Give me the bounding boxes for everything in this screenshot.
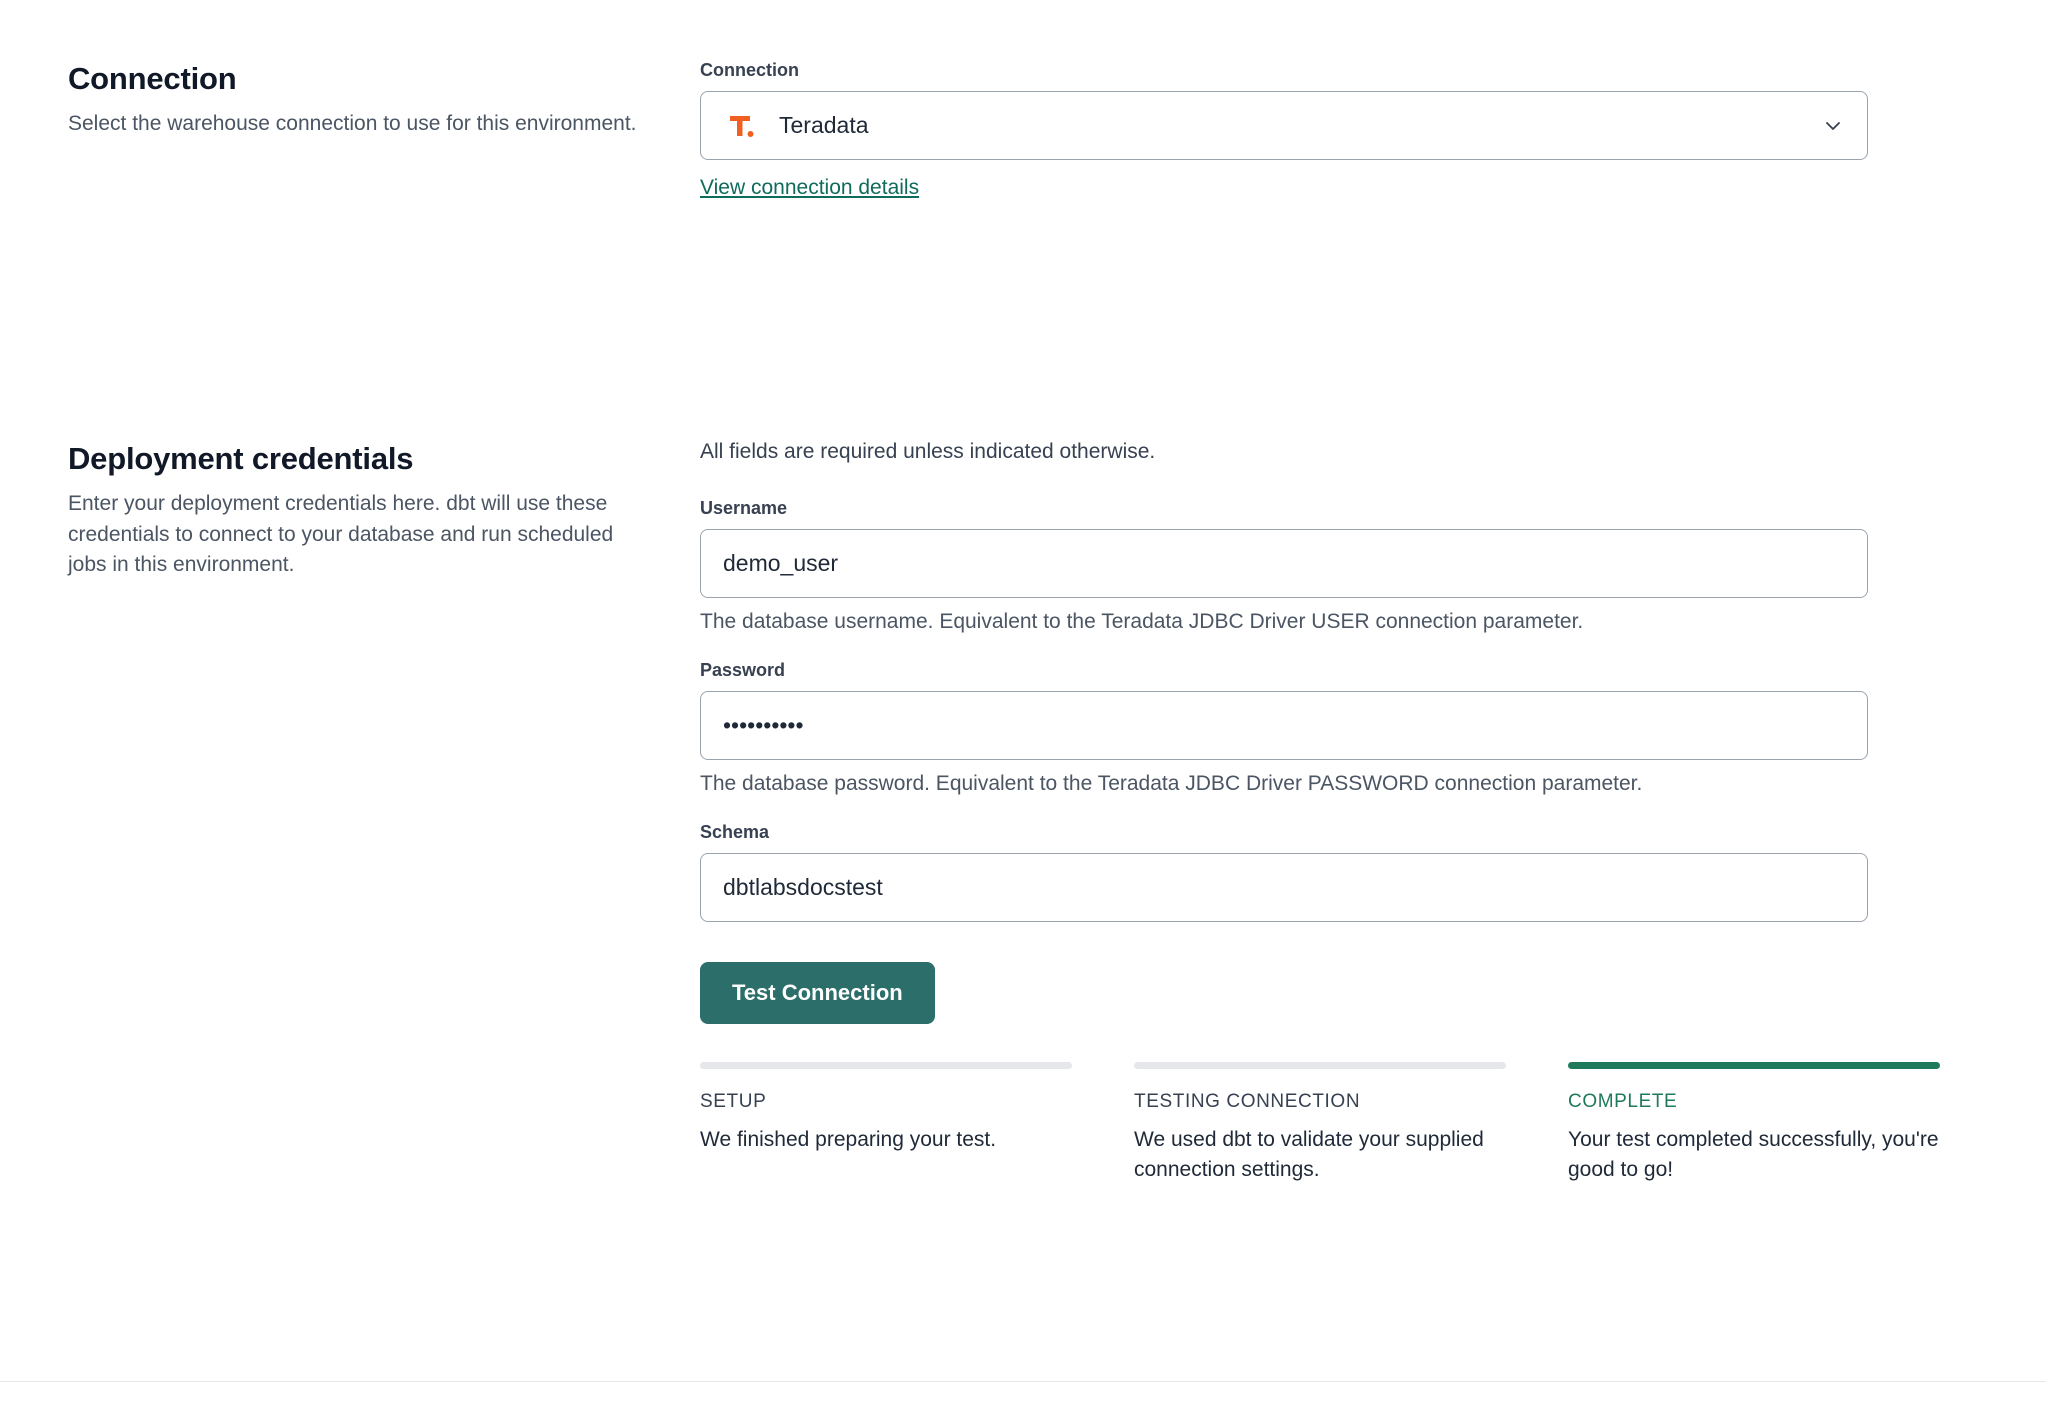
progress-step-setup-bar [700,1062,1072,1069]
credentials-section-description: Enter your deployment credentials here. dbt will use these credentials to connect to your database and run scheduled jobs in this environment. [68,492,614,577]
password-field-group [700,660,1946,796]
deployment-credentials-section [0,440,2046,1185]
username-label: Username [700,498,788,518]
connection-section [0,60,2046,200]
connection-select[interactable] [700,91,1868,160]
progress-step-complete-title: COMPLETE [1568,1091,1678,1112]
username-input[interactable] [700,529,1868,598]
credentials-section-description-column [0,440,700,581]
connection-test-progress [700,1062,1946,1185]
username-help-text: The database username. Equivalent to the Teradata JDBC Driver USER connection parameter. [700,610,1584,633]
bottom-divider [0,1381,2046,1382]
connection-section-description-column [0,60,700,140]
credentials-section-title: Deployment credentials [68,441,414,476]
schema-label: Schema [700,822,770,842]
connection-select-value: Teradata [779,112,869,138]
progress-step-complete-bar [1568,1062,1940,1069]
password-input[interactable] [700,691,1868,760]
progress-step-testing [1134,1062,1506,1185]
password-label: Password [700,660,786,680]
chevron-down-icon [1823,116,1843,136]
schema-field-group [700,822,1946,922]
connection-field-label: Connection [700,60,799,80]
connection-section-description: Select the warehouse connection to use for this environment. [68,112,637,136]
progress-step-complete-text: Your test completed successfully, you're good to go! [1568,1128,1939,1181]
connection-section-title: Connection [68,61,237,96]
view-connection-details-link[interactable]: View connection details [700,176,920,199]
test-connection-button[interactable]: Test Connection [700,962,935,1024]
schema-input[interactable] [700,853,1868,922]
password-help-text: The database password. Equivalent to the Teradata JDBC Driver PASSWORD connection parameter. [700,772,1643,795]
progress-step-setup-title: SETUP [700,1091,767,1112]
progress-step-setup [700,1062,1072,1185]
username-field-group [700,498,1946,634]
connection-section-fields [700,60,2046,200]
progress-step-testing-bar [1134,1062,1506,1069]
progress-step-testing-text: We used dbt to validate your supplied connection settings. [1134,1128,1484,1181]
credentials-section-fields [700,440,2046,1185]
progress-step-testing-title: TESTING CONNECTION [1134,1091,1361,1112]
progress-step-complete [1568,1062,1940,1185]
teradata-logo-icon [723,109,757,143]
progress-step-setup-text: We finished preparing your test. [700,1128,997,1151]
required-fields-note: All fields are required unless indicated otherwise. [700,440,1156,463]
